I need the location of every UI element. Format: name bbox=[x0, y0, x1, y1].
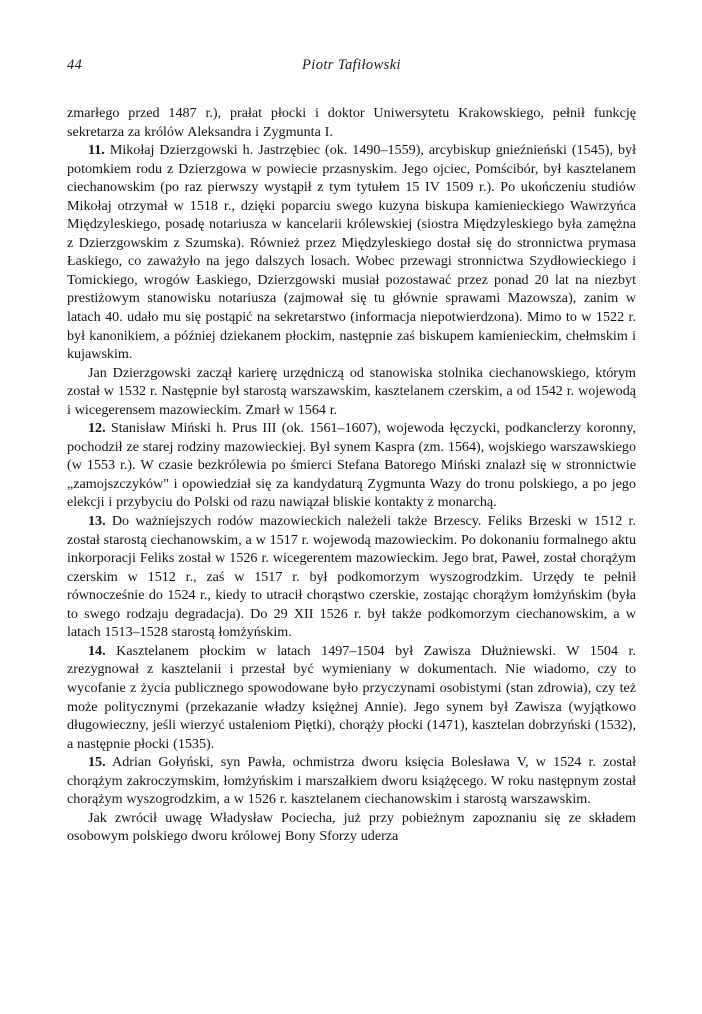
para-11 bbox=[67, 141, 636, 364]
para-13-text: Do ważniejszych rodów mazowieckich należeli także Brzescy. Feliks Brzeski w 1512 r. został starostą ciechanowskim, a w 1517 r. wojewodą mazowieckim. Po dokonaniu formalnego aktu inkorporacji Feliks został w 1526 r. wicegerentem mazowieckim. Jego brat, Paweł, został chorążym czerskim w 1512 r., zaś w 1517 r. był podkomorzym wyszogrodzkim. Urzędy te pełnił równocześnie do 1524 r., kiedy to utracił chorąstwo czerskie, zostając chorążym łomżyńskim (była to swego rodzaju degradacja). Do 29 XII 1526 r. był także podkomorzym ciechanowskim, a w latach 1513–1528 starostą łomżyńskim. bbox=[67, 513, 636, 641]
para-14-text: Kasztelanem płockim w latach 1497–1504 był Zawisza Dłużniewski. W 1504 r. zrezygnował z kasztelanii i przestał być wymieniany w dokumentach. Nie wiadomo, czy to wycofanie z życia publicznego spowodowane było przyczynami osobistymi (stan zdrowia), czy też może politycznymi (przekazanie władzy księżnej Annie). Jego synem był Zawisza (wyjątkowo długowieczny, jeśli wierzyć ustaleniom Piętki), chorąży płocki (1471), kasztelan dobrzyński (1532), a następnie płocki (1535). bbox=[67, 642, 636, 752]
para-12-number: 12. bbox=[88, 420, 106, 437]
para-14 bbox=[67, 642, 636, 753]
para-11-number: 11. bbox=[88, 142, 105, 159]
body-text-block bbox=[67, 104, 636, 846]
para-14-number: 14. bbox=[88, 642, 106, 659]
para-15-number: 15. bbox=[88, 754, 106, 771]
running-head bbox=[67, 57, 636, 79]
para-15 bbox=[67, 753, 636, 809]
para-pociecha-text: Jak zwrócił uwagę Władysław Pociecha, już przy pobieżnym zapoznaniu się ze składem osobowym polskiego dworu królowej Bony Sforzy uderza bbox=[67, 809, 636, 845]
page-number: 44 bbox=[67, 57, 82, 73]
para-continuation-text: zmarłego przed 1487 r.), prałat płocki i doktor Uniwersytetu Krakowskiego, pełnił funkcję sekretarza za królów Aleksandra i Zygmunta I. bbox=[67, 105, 636, 140]
para-jan-dzierzgowski-text: Jan Dzierzgowski zaczął karierę urzędniczą od stanowiska stolnika ciechanowskiego, którym został w 1532 r. Następnie był starostą warszawskim, kasztelanem czerskim, a od 1542 r. wojewodą i wicegerensem mazowieckim. Zmarł w 1564 r. bbox=[67, 364, 636, 418]
para-11-text: Mikołaj Dzierzgowski h. Jastrzębiec (ok. 1490–1559), arcybiskup gnieźnieński (1545), był potomkiem rodu z Dzierzgowa w powiecie przasnyskim. Jego ojciec, Pomścibór, był kasztelanem ciechanowskim (po raz pierwszy wystąpił z tym tytułem 15 IV 1509 r.). Po ukończeniu studiów Mikołaj otrzymał w 1518 r., dzięki poparciu swego kuzyna biskupa kamienieckiego Wawrzyńca Międzyleskiego, posadę notariusza w kancelarii królewskiej (siostra Międzyleskiego była zamężna z Dzierzgowskim z Szumska). Również przez Międzyleskiego dostał się do stronnictwa prymasa Łaskiego, co zaważyło na jego dalszych losach. Wobec przewagi stronnictwa Szydłowieckiego i Tomickiego, wrogów Łaskiego, Dzierzgowski musiał pozostawać przez ponad 20 lat na niezbyt prestiżowym stanowisku notariusza (zajmował się tu głównie sprawami Mazowsza), zanim w latach 40. udało mu się postąpić na sekretarstwo (informacja niepotwierdzona). Mimo to w 1522 r. był kanonikiem, a później dziekanem płockim, następnie zaś biskupem kamienieckim, chełmskim i kujawskim. bbox=[67, 142, 636, 363]
running-head-title: Piotr Tafiłowski bbox=[302, 57, 401, 73]
para-jan-dzierzgowski bbox=[67, 364, 636, 420]
para-12-text: Stanisław Miński h. Prus III (ok. 1561–1607), wojewoda łęczycki, podkanclerzy koronny, pochodził ze starej rodziny mazowieckiej. Był synem Kaspra (zm. 1564), wojskiego warszawskiego (w 1553 r.). W czasie bezkrólewia po śmierci Stefana Batorego Miński znalazł się w stronnictwie „zamojszczyków" i opowiedział się za kandydaturą Zygmunta Wazy do tronu polskiego, a po jego elekcji i przybyciu do Polski od razu nawiązał bliskie kontakty z monarchą. bbox=[67, 420, 636, 511]
para-12 bbox=[67, 419, 636, 512]
para-pociecha bbox=[67, 809, 636, 846]
para-13 bbox=[67, 512, 636, 642]
para-13-number: 13. bbox=[88, 513, 106, 530]
para-continuation bbox=[67, 104, 636, 141]
para-15-text: Adrian Gołyński, syn Pawła, ochmistrza dworu księcia Bolesława V, w 1524 r. został chorążym zakroczymskim, łomżyńskim i marszałkiem dworu książęcego. W roku następnym został chorążym wyszogrodzkim, a w 1526 r. kasztelanem ciechanowskim i starostą warszawskim. bbox=[67, 754, 636, 808]
